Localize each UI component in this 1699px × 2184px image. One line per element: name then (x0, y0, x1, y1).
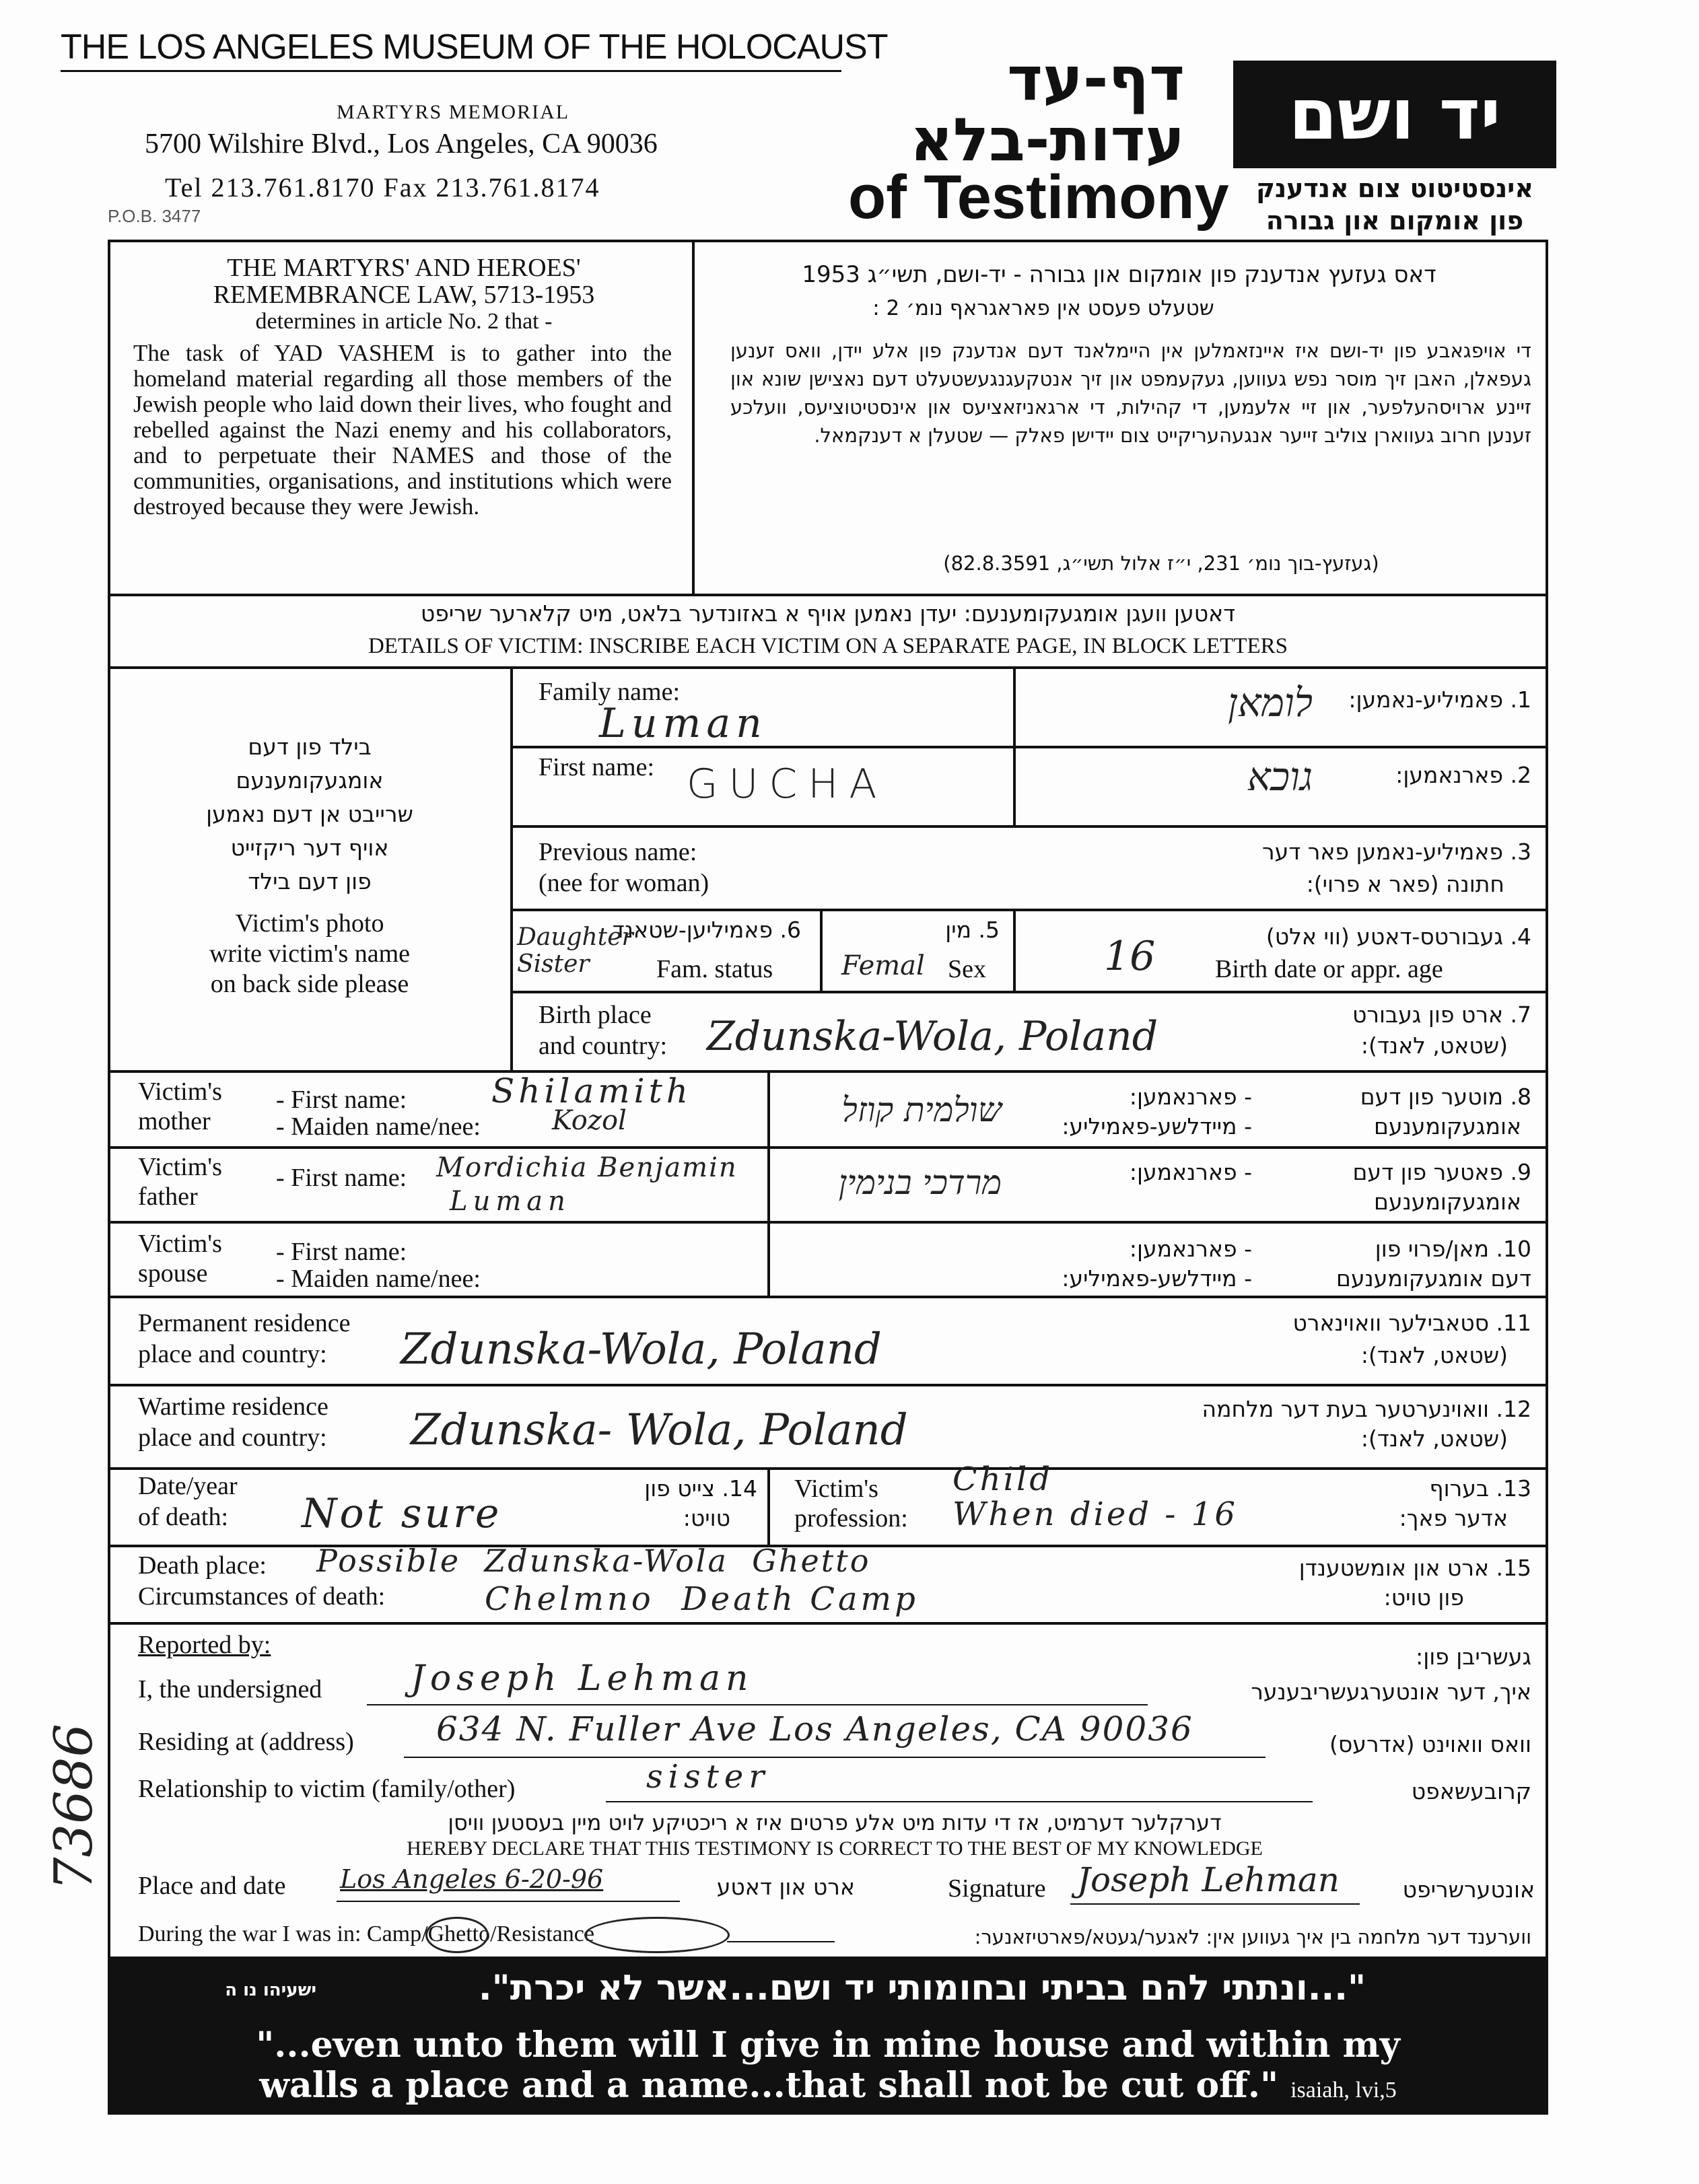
birth-place-value[interactable]: Zdunska-Wola, Poland (707, 1013, 1158, 1060)
fam-status-hebrew-label: 6. פאמיליען-שטאנד (612, 917, 801, 943)
photo-box-top (108, 666, 512, 669)
death-place-hebrew-2: פון טויט: (1383, 1584, 1464, 1611)
signature-value[interactable]: Joseph Lehman (1077, 1860, 1340, 1899)
place-date-hebrew: ארט און דאטע (716, 1874, 855, 1900)
sex-value[interactable]: Femal (841, 950, 925, 981)
law-hebrew-text: די אויפגאבע פון יד-ושם איז איינזאמלען אין היימלאנד דעם אנדענק פון אלע יידן, וואס זענען געפאלן, האבן זיך מוסר נפש געווען, געקעמפט און זיך אנטקעגנגעשטעלט דעם נאצישן שונא און זיינע ארויסהעלפער, און זיי אלעמען, די קהילות, די ארגאניזאציעס און אינסטיטוציעס, וועלכע זענען חרוב געווארן צוליב זייער אנגעהעריקייט צום יידישן פאלק — שטעלן א דענקמאל. (730, 339, 1531, 447)
permanent-residence-label-1: Permanent residence (138, 1309, 351, 1337)
profession-hebrew-1: 13. בערוף (1429, 1475, 1531, 1502)
law-hebrew-ref: (געזעץ-בוך נומ׳ 231, י״ז אלול תשי״ג, 82.8.3591) (943, 552, 1379, 575)
banner-english-line-2-text: walls a place and a name...that shall not be cut off." (259, 2065, 1279, 2106)
banner-hebrew-ref: ישעיהו נו ה (225, 1980, 316, 2000)
row-line-12 (108, 1384, 1548, 1386)
side-handwritten-number: 73686 (44, 1723, 104, 1891)
wartime-residence-value[interactable]: Zdunska- Wola, Poland (411, 1405, 908, 1455)
spouse-first-label: - First name: (276, 1238, 407, 1266)
photo-hebrew-3: שרייבט אן דעם נאמען (206, 801, 413, 827)
photo-hebrew-1: בילד פון דעם (248, 734, 372, 760)
signature-line (1070, 1903, 1360, 1905)
father-hebrew-value[interactable]: מרדכי בנימין (838, 1163, 1002, 1202)
fam-status-value-2[interactable]: Sister (517, 950, 590, 978)
relationship-label: Relationship to victim (family/other) (138, 1775, 516, 1803)
wartime-residence-hebrew-1: 12. וואוינערטער בעת דער מלחמה (1202, 1396, 1531, 1422)
address-line (404, 1757, 1265, 1758)
yad-vashem-sub-1: אינסטיטוט צום אנדענק (1255, 174, 1534, 203)
father-first-value[interactable]: Mordichia Benjamin (436, 1152, 738, 1183)
previous-name-hebrew-label-2: חתונה (פאר א פרוי): (1306, 871, 1504, 897)
death-place-value-1[interactable]: Possible Zdunska-Wola Ghetto (316, 1543, 871, 1579)
death-place-value-2[interactable]: Chelmno Death Camp (485, 1580, 919, 1618)
address-label: Residing at (address) (138, 1728, 354, 1756)
death-profession-divider (767, 1467, 770, 1546)
photo-box-right (510, 666, 513, 1070)
details-header-english: DETAILS OF VICTIM: INSCRIBE EACH VICTIM ON A SEPARATE PAGE, IN BLOCK LETTERS (368, 634, 1288, 658)
death-date-label-1: Date/year (138, 1472, 238, 1500)
relationship-hebrew: קרובעשאפט (1411, 1778, 1531, 1804)
banner-scripture-ref: isaiah, lvi,5 (1290, 2078, 1397, 2103)
profession-label-2: profession: (794, 1504, 908, 1533)
row-line-4 (512, 909, 1548, 911)
yad-vashem-sub-2: פון אומקום און גבורה (1265, 206, 1524, 236)
family-name-hebrew-label: 1. פאמיליע-נאמען: (1348, 686, 1531, 713)
row-line-5 (512, 991, 1548, 993)
mother-maiden-label: - Maiden name/nee: (276, 1113, 481, 1141)
title-english: of Testimony (848, 163, 1229, 232)
war-location-label: During the war I was in: Camp/Ghetto/Resistance (138, 1922, 594, 1946)
place-date-line (337, 1901, 680, 1902)
permanent-residence-hebrew-1: 11. סטאבילער וואוינארט (1292, 1310, 1531, 1336)
mother-hebrew-maiden: - מיידלשע-פאמיליע: (1062, 1113, 1252, 1139)
undersigned-hebrew: איך, דער אונטערגעשריבענער (1251, 1679, 1531, 1705)
relationship-value[interactable]: sister (646, 1758, 770, 1796)
death-place-label-1: Death place: (138, 1551, 267, 1580)
mother-first-label: - First name: (276, 1086, 407, 1114)
wartime-residence-label-1: Wartime residence (138, 1393, 328, 1421)
mother-hebrew-first: - פארנאמען: (1129, 1084, 1252, 1110)
first-name-label: First name: (539, 753, 655, 781)
mother-maiden-value[interactable]: Kozol (552, 1105, 627, 1136)
place-date-label: Place and date (138, 1872, 286, 1900)
photo-english-2: write victim's name (209, 940, 411, 968)
father-label-2: father (138, 1183, 198, 1211)
profession-value-1[interactable]: Child (952, 1460, 1053, 1498)
permanent-residence-label-2: place and country: (138, 1340, 327, 1368)
mother-hebrew-label-1: 8. מוטער פון דעם (1360, 1084, 1531, 1110)
birth-place-label: Birth place (539, 1001, 652, 1029)
father-hebrew-label-2: אומגעקומענעם (1374, 1189, 1521, 1215)
family-name-value[interactable]: Luman (599, 700, 767, 747)
first-name-hebrew-label: 2. פארנאמען: (1395, 762, 1531, 788)
fam-status-label: Fam. status (656, 955, 773, 983)
spouse-hebrew-label-1: 10. מאן/פרוי פון (1375, 1236, 1531, 1262)
sex-label: Sex (948, 955, 986, 983)
place-date-value[interactable]: Los Angeles 6-20-96 (340, 1864, 604, 1894)
spouse-hebrew-maiden: - מיידלשע-פאמיליע: (1062, 1265, 1252, 1292)
family-name-label: Family name: (539, 678, 681, 706)
reported-by-hebrew: געשריבן פון: (1416, 1644, 1531, 1670)
war-location-line (727, 1941, 835, 1942)
permanent-residence-value[interactable]: Zdunska-Wola, Poland (401, 1325, 882, 1374)
death-date-hebrew-2: טויט: (683, 1505, 730, 1531)
address-hebrew: וואס וואוינט (אדרעס) (1329, 1731, 1531, 1757)
title-hebrew-1: דף-עד (1007, 44, 1185, 114)
mother-hebrew-label-2: אומגעקומענעם (1374, 1113, 1521, 1139)
father-last-value[interactable]: Luman (450, 1186, 571, 1217)
death-place-label-2: Circumstances of death: (138, 1582, 386, 1611)
museum-phone: Tel 213.761.8170 Fax 213.761.8174 (165, 172, 600, 203)
family-name-hebrew-value[interactable]: לומאן (1228, 680, 1313, 726)
sex-hebrew-label: 5. מין (945, 917, 1000, 943)
name-col-divider (1013, 666, 1016, 826)
mother-first-value[interactable]: Shilamith (491, 1071, 692, 1111)
yad-vashem-logo (1233, 61, 1556, 168)
spouse-label-1: Victim's (138, 1230, 222, 1258)
previous-name-hebrew-label-1: 3. פאמיליע-נאמען פאר דער (1261, 839, 1531, 865)
po-box-stamp: P.O.B. 3477 (108, 206, 201, 226)
fam-status-value-1[interactable]: Daughter (517, 923, 633, 951)
photo-english-1: Victim's photo (235, 909, 384, 938)
spouse-maiden-label: - Maiden name/nee: (276, 1265, 481, 1293)
row-line-15 (108, 1622, 1548, 1625)
law-bottom-line (108, 594, 1548, 596)
row-line-3 (512, 825, 1548, 828)
photo-hebrew-2: אומגעקומענעם (236, 767, 384, 794)
row-line-11 (108, 1296, 1548, 1298)
relationship-line (606, 1801, 1313, 1802)
row-line-9 (108, 1146, 1548, 1149)
reported-by-label: Reported by: (138, 1631, 271, 1659)
signature-hebrew: אונטערשריפט (1402, 1876, 1535, 1903)
museum-subtitle: MARTYRS MEMORIAL (337, 101, 570, 123)
father-label-1: Victim's (138, 1153, 222, 1181)
resistance-circle-mark (584, 1917, 730, 1953)
mother-label-2: mother (138, 1107, 211, 1135)
law-text: The task of YAD VASHEM is to gather into the homeland material regarding all those members of the Jewish people who laid down their lives, who fought and rebelled against the Nazi enemy and his collaborators, and to perpetuate their NAMES and those of the communities, organisations, and institutions which were destroyed because they were Jewish. (133, 340, 672, 520)
spouse-hebrew-label-2: דעם אומגעקומענעם (1336, 1265, 1531, 1292)
profession-label-1: Victim's (794, 1475, 878, 1503)
museum-name: THE LOS ANGELES MUSEUM OF THE HOLOCAUST (61, 28, 888, 67)
mother-label-1: Victim's (138, 1078, 222, 1106)
row-line-10 (108, 1221, 1548, 1224)
details-header-hebrew: דאטען וועגן אומגעקומענעם: יעדן נאמען אויף א באזונדער בלאט, מיט קלארער שריפט (420, 600, 1236, 627)
title-hebrew-2: עדות-בלא (909, 105, 1185, 174)
first-name-value[interactable]: GUCHA (687, 761, 888, 808)
death-date-label-2: of death: (138, 1503, 229, 1531)
banner-english-line-1: "...even unto them will I give in mine house and within my (256, 2024, 1400, 2066)
profession-value-2[interactable]: When died - 16 (952, 1495, 1238, 1533)
camp-circle-mark (425, 1917, 489, 1953)
law-divider (692, 240, 695, 596)
banner-english-line-2 (108, 2065, 1548, 2106)
birth-date-label: Birth date or appr. age (1215, 955, 1443, 983)
row4-divider-b (1013, 909, 1016, 992)
father-hebrew-label-1: 9. פאטער פון דעם (1352, 1159, 1531, 1185)
wartime-residence-hebrew-2: (שטאט, לאנד): (1360, 1425, 1508, 1452)
parents-col-divider (767, 1070, 770, 1297)
birth-place-sublabel: and country: (539, 1032, 668, 1060)
father-first-label: - First name: (276, 1164, 407, 1192)
law-title-2: REMEMBRANCE LAW, 5713-1953 (213, 281, 595, 309)
profession-hebrew-2: אדער פאך: (1399, 1505, 1508, 1531)
row-line-1 (512, 666, 1548, 669)
museum-underline (61, 70, 841, 72)
yad-vashem-logo-text: יד ושם (1288, 73, 1501, 155)
death-date-hebrew-1: 14. צייט פון (644, 1475, 757, 1502)
signature-label: Signature (948, 1874, 1046, 1903)
law-title-1: THE MARTYRS' AND HEROES' (227, 254, 581, 282)
death-place-hebrew-1: 15. ארט און אומשטענדן (1298, 1555, 1531, 1581)
father-hebrew-first: - פארנאמען: (1129, 1159, 1252, 1185)
previous-name-sublabel: (nee for woman) (539, 869, 709, 897)
undersigned-label: I, the undersigned (138, 1675, 322, 1703)
law-hebrew-title-1: דאס געזעץ אנדענק פון אומקום און גבורה - יד-ושם, תשי״ג 1953 (802, 261, 1436, 288)
declare-english: HEREBY DECLARE THAT THIS TESTIMONY IS CORRECT TO THE BEST OF MY KNOWLEDGE (407, 1837, 1263, 1860)
war-location-hebrew: ווערענד דער מלחמה בין איך געווען אין: לאגער/געטא/פארטיזאנער: (974, 1926, 1531, 1948)
birth-place-hebrew-label-1: 7. ארט פון געבורט (1352, 1001, 1531, 1028)
address-value[interactable]: 634 N. Fuller Ave Los Angeles, CA 90036 (436, 1710, 1193, 1749)
row-line-13 (108, 1467, 1548, 1470)
row4-divider-a (820, 909, 823, 992)
photo-english-3: on back side please (210, 970, 409, 998)
first-name-hebrew-value[interactable]: גוכא (1247, 754, 1313, 800)
death-date-value[interactable]: Not sure (302, 1490, 502, 1537)
law-hebrew-title-2: שטעלט פעסט אין פאראגראף נומ׳ 2 : (872, 296, 1214, 320)
birth-date-value[interactable]: 16 (1104, 933, 1156, 980)
row-line-8 (108, 1070, 1548, 1073)
reporter-name-value[interactable]: Joseph Lehman (411, 1658, 754, 1699)
previous-name-label: Previous name: (539, 838, 697, 866)
photo-hebrew-4: אויף דער ריקזייט (230, 835, 389, 861)
banner-hebrew-quote: "...ונתתי להם בביתי ובחומותי יד ושם...אשר לא יכרת". (478, 1968, 1366, 2008)
permanent-residence-hebrew-2: (שטאט, לאנד): (1360, 1342, 1508, 1368)
declare-hebrew: דערקלער דערמיט, אז די עדות מיט אלע פרטים איז א ריכטיקע לויט מיין בעסטען וויסן (448, 1810, 1222, 1835)
mother-hebrew-value[interactable]: שולמית קוזל (841, 1090, 1002, 1129)
birth-date-hebrew-label: 4. געבורטס-דאטע (ווי אלט) (1265, 923, 1531, 950)
undersigned-line (367, 1704, 1148, 1705)
wartime-residence-label-2: place and country: (138, 1423, 327, 1452)
spouse-label-2: spouse (138, 1259, 208, 1288)
photo-hebrew-5: פון דעם בילד (248, 868, 372, 894)
law-title-3: determines in article No. 2 that - (255, 309, 553, 334)
museum-address: 5700 Wilshire Blvd., Los Angeles, CA 90036 (145, 129, 658, 160)
spouse-hebrew-first: - פארנאמען: (1129, 1236, 1252, 1262)
birth-place-hebrew-label-2: (שטאט, לאנד): (1360, 1032, 1508, 1059)
